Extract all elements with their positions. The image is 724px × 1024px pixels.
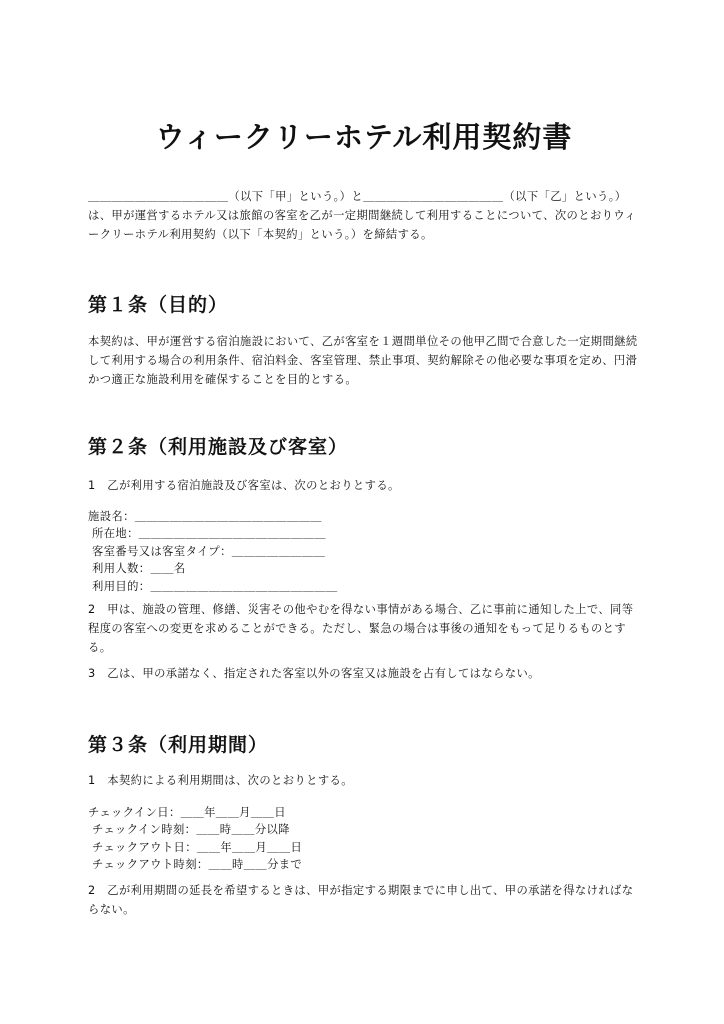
article-2-heading: 第２条（利用施設及び客室）: [88, 436, 349, 458]
article-1-heading: 第１条（目的）: [88, 294, 229, 316]
checkin-date-field: チェックイン日：＿＿年＿＿月＿＿日: [88, 806, 286, 819]
room-number-field: 客室番号又は客室タイプ：＿＿＿＿＿＿＿＿: [88, 544, 326, 558]
document-title: ウィークリーホテル利用契約書: [155, 120, 573, 154]
checkin-time-field: チェックイン時刻：＿＿時＿＿分以降: [88, 823, 290, 837]
guest-count-field: 利用人数：＿＿名: [88, 562, 186, 576]
article-3-paragraph-1: 1 本契約による利用期間は、次のとおりとする。: [88, 774, 353, 787]
article-2-paragraph-3: 3 乙は、甲の承諾なく、指定された客室以外の客室又は施設を占有してはならない。: [88, 667, 540, 680]
article-2-paragraph-2: 2 甲は、施設の管理、修繕、災害その他やむを得ない事情がある場合、乙に事前に通知した上で、同等程度の客室への変更を求めることができる。ただし、緊急の場合は事後の通知をもって足りるものとする。: [88, 603, 634, 654]
purpose-field: 利用目的：＿＿＿＿＿＿＿＿＿＿＿＿＿＿＿＿: [88, 579, 338, 593]
checkout-date-field: チェックアウト日：＿＿年＿＿月＿＿日: [88, 840, 303, 854]
facility-name-field: 施設名：＿＿＿＿＿＿＿＿＿＿＿＿＿＿＿＿: [88, 510, 322, 523]
checkout-time-field: チェックアウト時刻：＿＿時＿＿分まで: [88, 858, 303, 872]
article-1-paragraph-1: 本契約は、甲が運営する宿泊施設において、乙が客室を１週間単位その他甲乙間で合意した一定期間継続して利用する場合の利用条件、宿泊料金、客室管理、禁止事項、契約解除その他必要な事項を定め、円滑かつ適正な施設利用を確保することを目的とする。: [88, 335, 638, 386]
article-2-paragraph-1: 1 乙が利用する宿泊施設及び客室は、次のとおりとする。: [88, 479, 400, 492]
article-3-paragraph-2: 2 乙が利用期間の延長を希望するときは、甲が指定する期限までに申し出て、甲の承諾を得なければならない。: [88, 884, 634, 916]
article-3-heading: 第３条（利用期間）: [88, 734, 269, 756]
stay-period-field-list: [88, 804, 640, 874]
facility-field-list: [88, 508, 640, 595]
intro-paragraph: ＿＿＿＿＿＿＿＿＿＿＿＿（以下「甲」という。）と＿＿＿＿＿＿＿＿＿＿＿＿（以下「乙」という。）は、甲が運営するホテル又は旅館の客室を乙が一定期間継続して利用することについて、次のとおりウィークリーホテル利用契約（以下「本契約」という。）を締結する。: [88, 190, 637, 241]
facility-address-field: 所在地：＿＿＿＿＿＿＿＿＿＿＿＿＿＿＿＿: [88, 527, 326, 541]
